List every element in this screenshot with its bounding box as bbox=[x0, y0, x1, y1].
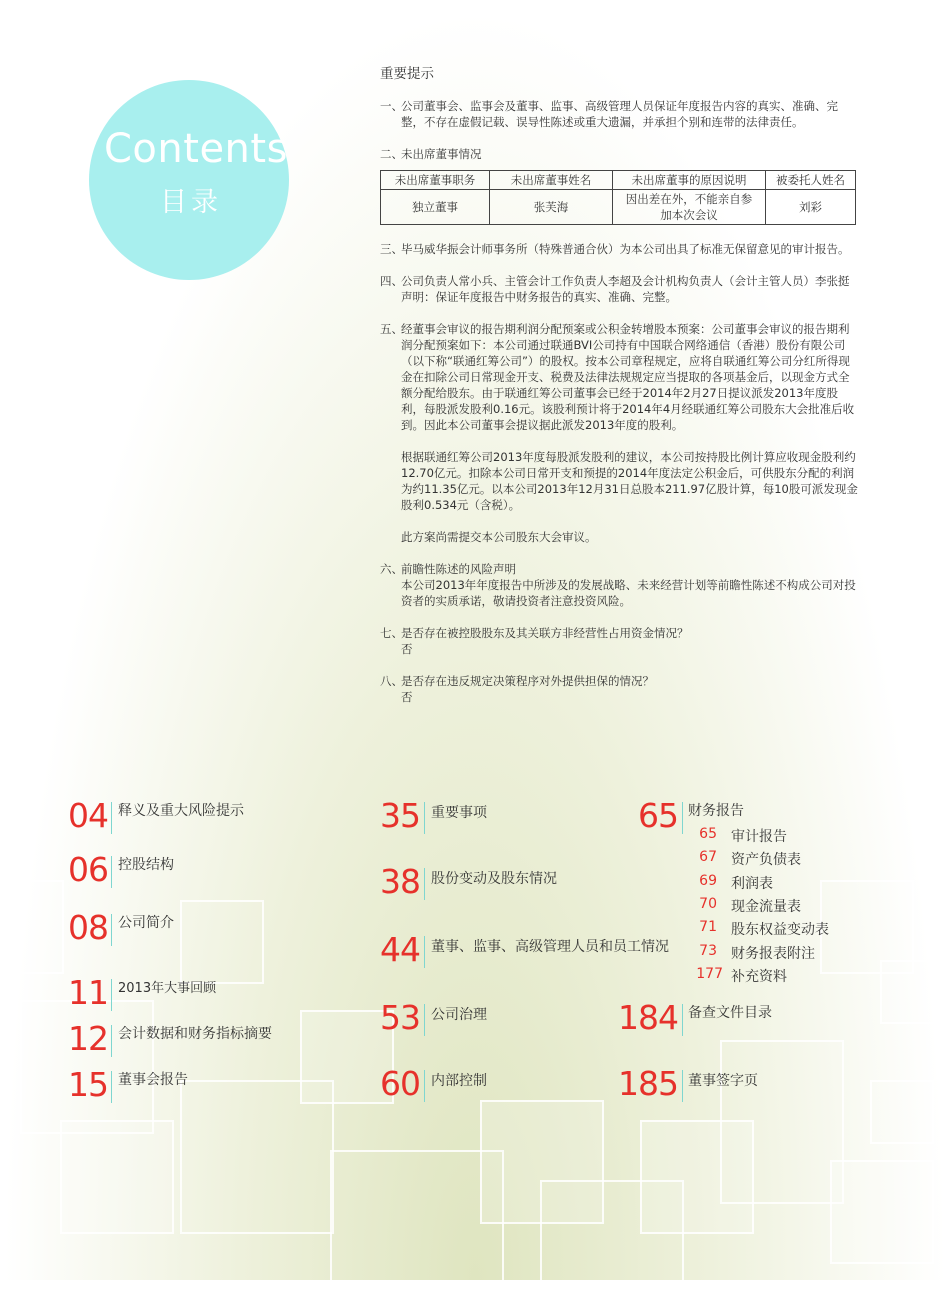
table-header: 未出席董事的原因说明 bbox=[613, 171, 766, 190]
toc-label: 股份变动及股东情况 bbox=[431, 871, 557, 887]
decor-square bbox=[870, 1080, 934, 1144]
notice-item-1 bbox=[380, 98, 860, 130]
toc-divider bbox=[111, 979, 112, 1011]
item-answer: 否 bbox=[401, 642, 413, 656]
toc-divider bbox=[682, 1070, 683, 1102]
item-number: 七、 bbox=[380, 626, 403, 640]
table-cell: 因出差在外，不能亲自参加本次会议 bbox=[613, 190, 766, 225]
toc-divider bbox=[424, 1070, 425, 1102]
item-number: 三、 bbox=[380, 242, 403, 256]
toc-page-number: 185 bbox=[618, 1064, 678, 1103]
toc-sub-page-number: 67 bbox=[699, 849, 717, 865]
toc-page-number: 15 bbox=[68, 1065, 108, 1104]
toc-page-number: 11 bbox=[68, 973, 108, 1012]
contents-title-en: Contents bbox=[104, 126, 288, 172]
toc-sub-label[interactable]: 审计报告 bbox=[731, 829, 787, 845]
toc-divider bbox=[111, 914, 112, 946]
toc-sub-page-number: 73 bbox=[699, 943, 717, 959]
toc-page-number: 04 bbox=[68, 796, 108, 835]
toc-entry[interactable] bbox=[610, 1000, 860, 1040]
table-cell: 刘彩 bbox=[766, 190, 856, 225]
toc-label: 控股结构 bbox=[118, 857, 174, 873]
toc-divider bbox=[424, 936, 425, 968]
table-header: 未出席董事职务 bbox=[381, 171, 490, 190]
table-header: 被委托人姓名 bbox=[766, 171, 856, 190]
item-paragraph: 经董事会审议的报告期利润分配预案或公积金转增股本预案：公司董事会审议的报告期利润分配预案如下：本公司通过联通BVI公司持有中国联合网络通信（香港）股份有限公司（以下称“联通红筹公司”）的股权。按本公司章程规定，应将自联通红筹公司分红所得现金在扣除公司日常现金开支、税费及法律法规规定应当提取的各项基金后，以现金方式全额分配给股东。由于联通红筹公司董事会已经于2014年2月27日提议派发2013年度股利，每股派发股利0.16元。该股利预计将于2014年4月经联通红筹公司股东大会批准后收到。因此本公司董事会提议据此派发2013年度的股利。 bbox=[401, 322, 855, 432]
toc-label: 公司简介 bbox=[118, 915, 174, 931]
toc-sub-page-number: 70 bbox=[699, 896, 717, 912]
toc-page-number: 06 bbox=[68, 850, 108, 889]
item-text: 毕马威华振会计师事务所（特殊普通合伙）为本公司出具了标准无保留意见的审计报告。 bbox=[401, 242, 850, 256]
item-text: 未出席董事情况 bbox=[401, 147, 482, 161]
toc-sub-label[interactable]: 补充资料 bbox=[731, 969, 787, 985]
decor-square bbox=[0, 880, 64, 974]
notice-item-2 bbox=[380, 146, 860, 162]
notice-item-4 bbox=[380, 273, 860, 305]
decor-square bbox=[720, 1040, 844, 1204]
item-number: 一、 bbox=[380, 99, 403, 113]
toc-label: 备查文件目录 bbox=[688, 1005, 772, 1021]
toc-sub-page-number: 65 bbox=[699, 826, 717, 842]
notice-item-6 bbox=[380, 561, 860, 609]
decor-square bbox=[330, 1150, 504, 1294]
item-number: 八、 bbox=[380, 674, 403, 688]
item-number: 六、 bbox=[380, 562, 403, 576]
item-number: 四、 bbox=[380, 274, 403, 288]
toc-page-number: 60 bbox=[380, 1064, 420, 1103]
absent-directors-table bbox=[380, 170, 856, 225]
item-number: 二、 bbox=[380, 147, 403, 161]
toc-label: 公司治理 bbox=[431, 1007, 487, 1023]
toc-entry[interactable] bbox=[374, 932, 684, 972]
toc-label: 会计数据和财务指标摘要 bbox=[118, 1026, 272, 1042]
toc-divider bbox=[111, 1071, 112, 1103]
decor-square bbox=[830, 1160, 934, 1264]
item-text: 公司董事会、监事会及董事、监事、高级管理人员保证年度报告内容的真实、准确、完整，不存在虚假记载、误导性陈述或重大遗漏，并承担个别和连带的法律责任。 bbox=[401, 99, 838, 129]
toc-label: 重要事项 bbox=[431, 805, 487, 821]
toc-entry[interactable] bbox=[60, 1067, 320, 1107]
decor-square bbox=[60, 1120, 174, 1234]
toc-label: 董事签字页 bbox=[688, 1073, 758, 1089]
table-cell: 张芙海 bbox=[490, 190, 613, 225]
toc-entry[interactable] bbox=[60, 910, 320, 950]
toc-label: 财务报告 bbox=[688, 803, 744, 819]
toc-entry[interactable] bbox=[374, 864, 674, 904]
table-header-row bbox=[381, 171, 856, 190]
toc-page-number: 38 bbox=[380, 862, 420, 901]
toc-label: 释义及重大风险提示 bbox=[118, 803, 244, 819]
item-question: 是否存在违反规定决策程序对外提供担保的情况？ bbox=[401, 674, 654, 688]
item-question: 是否存在被控股股东及其关联方非经营性占用资金情况？ bbox=[401, 626, 689, 640]
toc-entry[interactable] bbox=[60, 798, 320, 838]
table-cell: 独立董事 bbox=[381, 190, 490, 225]
toc-entry[interactable] bbox=[60, 852, 320, 892]
notice-title: 重要提示 bbox=[380, 66, 434, 82]
toc-label: 2013年大事回顾 bbox=[118, 981, 217, 996]
toc-label: 董事、监事、高级管理人员和员工情况 bbox=[431, 939, 669, 955]
toc-sub-page-number: 177 bbox=[696, 966, 723, 982]
contents-title-zh: 目录 bbox=[160, 187, 222, 218]
notice-item-8 bbox=[380, 673, 860, 705]
decor-square bbox=[880, 960, 944, 1024]
toc-page-number: 44 bbox=[380, 930, 420, 969]
toc-sub-label[interactable]: 现金流量表 bbox=[731, 899, 801, 915]
toc-sub-page-number: 69 bbox=[699, 873, 717, 889]
item-paragraph: 根据联通红筹公司2013年度每股派发股利的建议，本公司按持股比例计算应收现金股利约12.70亿元。扣除本公司日常开支和预提的2014年度法定公积金后，可供股东分配的利润为约11.35亿元。以本公司2013年12月31日总股本211.97亿股计算，每10股可派发现金股利0.534元（含税）。 bbox=[401, 450, 858, 512]
toc-divider bbox=[682, 1004, 683, 1036]
item-text: 公司负责人常小兵、主管会计工作负责人李超及会计机构负责人（会计主管人员）李张挺声明：保证年度报告中财务报告的真实、准确、完整。 bbox=[401, 274, 850, 304]
toc-sub-label[interactable]: 股东权益变动表 bbox=[731, 922, 829, 938]
important-notice bbox=[380, 66, 860, 721]
toc-divider bbox=[424, 1004, 425, 1036]
toc-page-number: 12 bbox=[68, 1019, 108, 1058]
toc-entry[interactable] bbox=[610, 1066, 860, 1106]
toc-page-number: 65 bbox=[638, 796, 678, 835]
toc-page-number: 53 bbox=[380, 998, 420, 1037]
toc-entry[interactable] bbox=[60, 975, 320, 1015]
toc-sub-label[interactable]: 利润表 bbox=[731, 876, 773, 892]
toc-label: 董事会报告 bbox=[118, 1072, 188, 1088]
notice-item-7 bbox=[380, 625, 860, 657]
item-answer: 否 bbox=[401, 690, 413, 704]
toc-sub-label[interactable]: 资产负债表 bbox=[731, 852, 801, 868]
item-paragraph: 此方案尚需提交本公司股东大会审议。 bbox=[401, 530, 597, 544]
table-row bbox=[381, 190, 856, 225]
toc-divider bbox=[111, 1025, 112, 1057]
toc-sub-page-number: 71 bbox=[699, 919, 717, 935]
toc-divider bbox=[111, 856, 112, 888]
toc-page-number: 35 bbox=[380, 796, 420, 835]
notice-item-3 bbox=[380, 241, 860, 257]
toc-page-number: 08 bbox=[68, 908, 108, 947]
toc-divider bbox=[111, 802, 112, 834]
toc-divider bbox=[424, 802, 425, 834]
table-header: 未出席董事姓名 bbox=[490, 171, 613, 190]
item-text: 本公司2013年年度报告中所涉及的发展战略、未来经营计划等前瞻性陈述不构成公司对投资者的实质承诺，敬请投资者注意投资风险。 bbox=[401, 578, 856, 608]
toc-sub-label[interactable]: 财务报表附注 bbox=[731, 946, 815, 962]
toc-page-number: 184 bbox=[618, 998, 678, 1037]
item-title: 前瞻性陈述的风险声明 bbox=[401, 562, 516, 576]
item-number: 五、 bbox=[380, 322, 403, 336]
notice-item-5 bbox=[380, 321, 860, 545]
toc-label: 内部控制 bbox=[431, 1073, 487, 1089]
toc-divider bbox=[424, 868, 425, 900]
toc-entry[interactable] bbox=[60, 1021, 320, 1061]
